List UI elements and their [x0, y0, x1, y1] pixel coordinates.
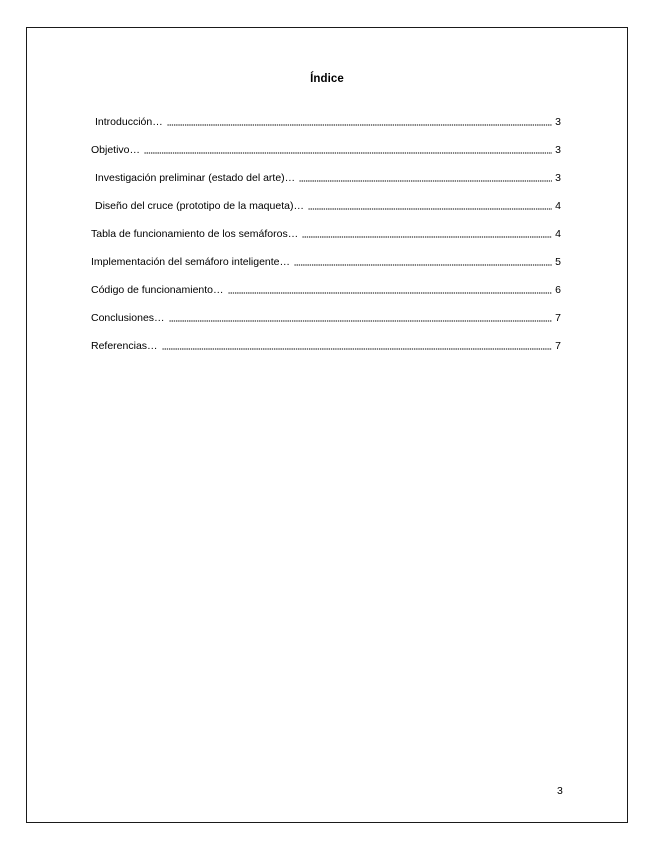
toc-title: Índice [310, 73, 344, 85]
page-number: 3 [557, 785, 563, 797]
toc-entry-label: Introducción… [91, 116, 165, 128]
document-page [26, 27, 628, 823]
toc-entry-page: 7 [555, 312, 561, 324]
toc-entry-label: Investigación preliminar (estado del arte)… [91, 172, 297, 184]
toc-entry-label: Objetivo… [91, 144, 141, 156]
toc-entry-label: Diseño del cruce (prototipo de la maqueta)… [91, 200, 306, 212]
toc-dot-leader [302, 228, 552, 238]
toc-entry-implementacion[interactable] [91, 240, 561, 268]
toc-entry-objetivo[interactable] [91, 128, 561, 156]
toc-dot-leader [228, 284, 553, 294]
toc-entry-label: Referencias… [91, 340, 158, 352]
toc-entry-page: 7 [555, 340, 561, 352]
toc-entry-label: Conclusiones… [91, 312, 165, 324]
toc-entry-page: 6 [555, 284, 561, 296]
toc-entry-page: 5 [555, 256, 561, 268]
toc-entry-page: 4 [555, 228, 561, 240]
toc-entry-investigacion[interactable] [91, 156, 561, 184]
toc-dot-leader [162, 340, 553, 350]
toc-entry-diseno[interactable] [91, 184, 561, 212]
toc-entry-page: 3 [555, 172, 561, 184]
toc-dot-leader [299, 172, 552, 182]
toc-dot-leader [308, 200, 552, 210]
toc-entry-label: Implementación del semáforo inteligente… [91, 256, 291, 268]
table-of-contents [91, 100, 561, 352]
toc-dot-leader [144, 144, 552, 154]
toc-entry-tabla[interactable] [91, 212, 561, 240]
toc-entry-page: 4 [555, 200, 561, 212]
toc-entry-label: Tabla de funcionamiento de los semáforos… [91, 228, 299, 240]
toc-dot-leader [294, 256, 552, 266]
toc-dot-leader [167, 116, 552, 126]
toc-entry-introduccion[interactable] [91, 100, 561, 128]
toc-entry-page: 3 [555, 116, 561, 128]
toc-entry-conclusiones[interactable] [91, 296, 561, 324]
toc-entry-label: Código de funcionamiento… [91, 284, 224, 296]
toc-entry-codigo[interactable] [91, 268, 561, 296]
toc-dot-leader [169, 312, 553, 322]
toc-entry-referencias[interactable] [91, 324, 561, 352]
toc-entry-page: 3 [555, 144, 561, 156]
